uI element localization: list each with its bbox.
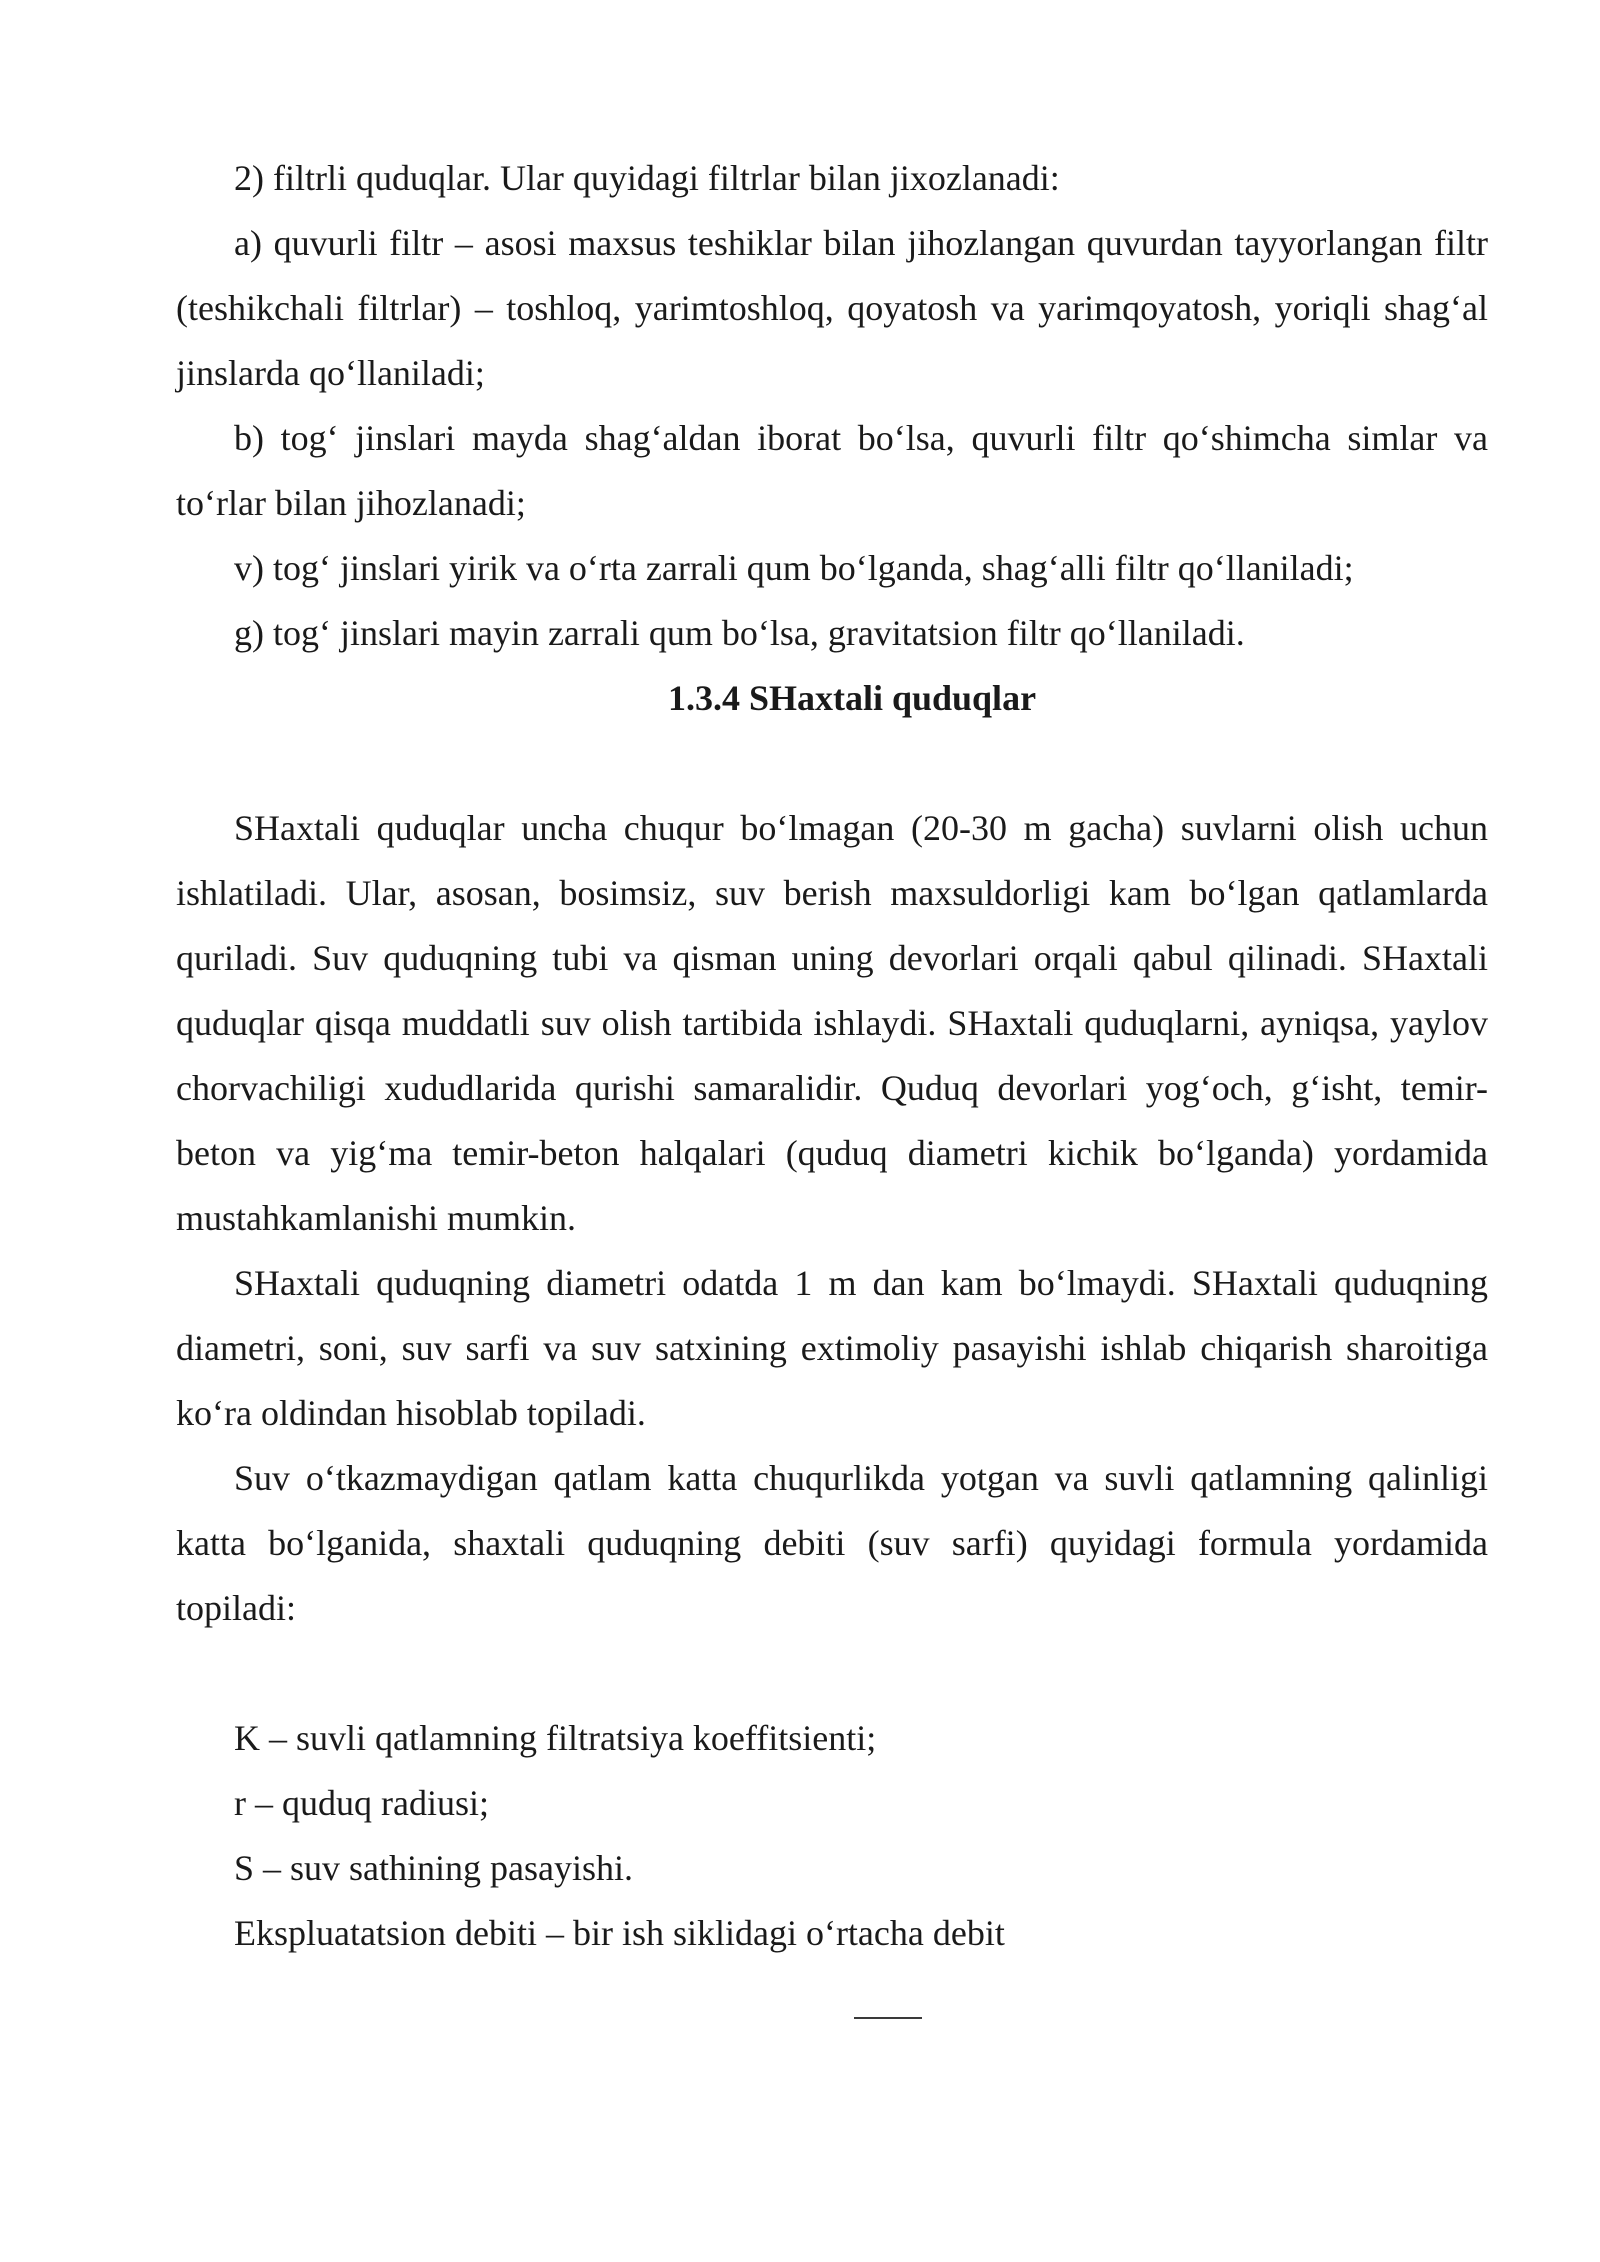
definition-r: r – quduq radiusi; (234, 1783, 489, 1823)
definition-k: K – suvli qatlamning filtratsiya koeffitsienti; (234, 1718, 877, 1758)
list-item-v: v) tog‘ jinslari yirik va o‘rta zarrali qum bo‘lganda, shag‘alli filtr qo‘llaniladi; (234, 548, 1354, 588)
definition-s: S – suv sathining pasayishi. (234, 1848, 634, 1888)
document-body (176, 146, 1488, 1966)
section-heading: 1.3.4 SHaxtali quduqlar (667, 678, 1037, 718)
body-paragraph-2: SHaxtali quduqning diametri odatda 1 m dan kam bo‘lmaydi. SHaxtali quduqning diametri, soni, suv sarfi va suv satxining extimoliy pasayishi ishlab chiqarish sharoitiga ko‘ra oldindan hisoblab topiladi. (176, 1263, 1488, 1433)
list-intro-paragraph: 2) filtrli quduqlar. Ular quyidagi filtrlar bilan jixozlanadi: (234, 158, 1060, 198)
body-paragraph-3: Suv o‘tkazmaydigan qatlam katta chuqurlikda yotgan va suvli qatlamning qalinligi katta bo‘lganida, shaxtali quduqning debiti (suv sarfi) quyidagi formula yordamida topiladi: (176, 1458, 1488, 1628)
formula-placeholder (176, 1641, 1488, 1706)
list-item-b: b) tog‘ jinslari mayda shag‘aldan iborat bo‘lsa, quvurli filtr qo‘shimcha simlar va to‘rlar bilan jihozlanadi; (176, 418, 1488, 523)
list-item-a: a) quvurli filtr – asosi maxsus teshiklar bilan jihozlangan quvurdan tayyorlangan filtr (teshikchali filtrlar) – toshloq, yarimtoshloq, qoyatosh va yarimqoyatosh, yoriqli shag‘al jinslarda qo‘llaniladi; (176, 223, 1488, 393)
fraction-rule (854, 2017, 922, 2019)
body-paragraph-1: SHaxtali quduqlar uncha chuqur bo‘lmagan (20-30 m gacha) suvlarni olish uchun ishlatiladi. Ular, asosan, bosimsiz, suv berish maxsuldorligi kam bo‘lgan qatlamlarda quriladi. Suv quduqning tubi va qisman uning devorlari orqali qabul qilinadi. SHaxtali quduqlar qisqa muddatli suv olish tartibida ishlaydi. SHaxtali quduqlarni, ayniqsa, yaylov chorvachiligi xududlarida qurishi samaralidir. Quduq devorlari yog‘och, g‘isht, temir-beton va yig‘ma temir-beton halqalari (quduq diametri kichik bo‘lganda) yordamida mustahkamlanishi mumkin. (176, 808, 1488, 1238)
heading-spacer (176, 731, 1488, 796)
list-item-g: g) tog‘ jinslari mayin zarrali qum bo‘lsa, gravitatsion filtr qo‘llaniladi. (234, 613, 1245, 653)
definition-debit: Ekspluatatsion debiti – bir ish siklidagi o‘rtacha debit (234, 1913, 1005, 1953)
